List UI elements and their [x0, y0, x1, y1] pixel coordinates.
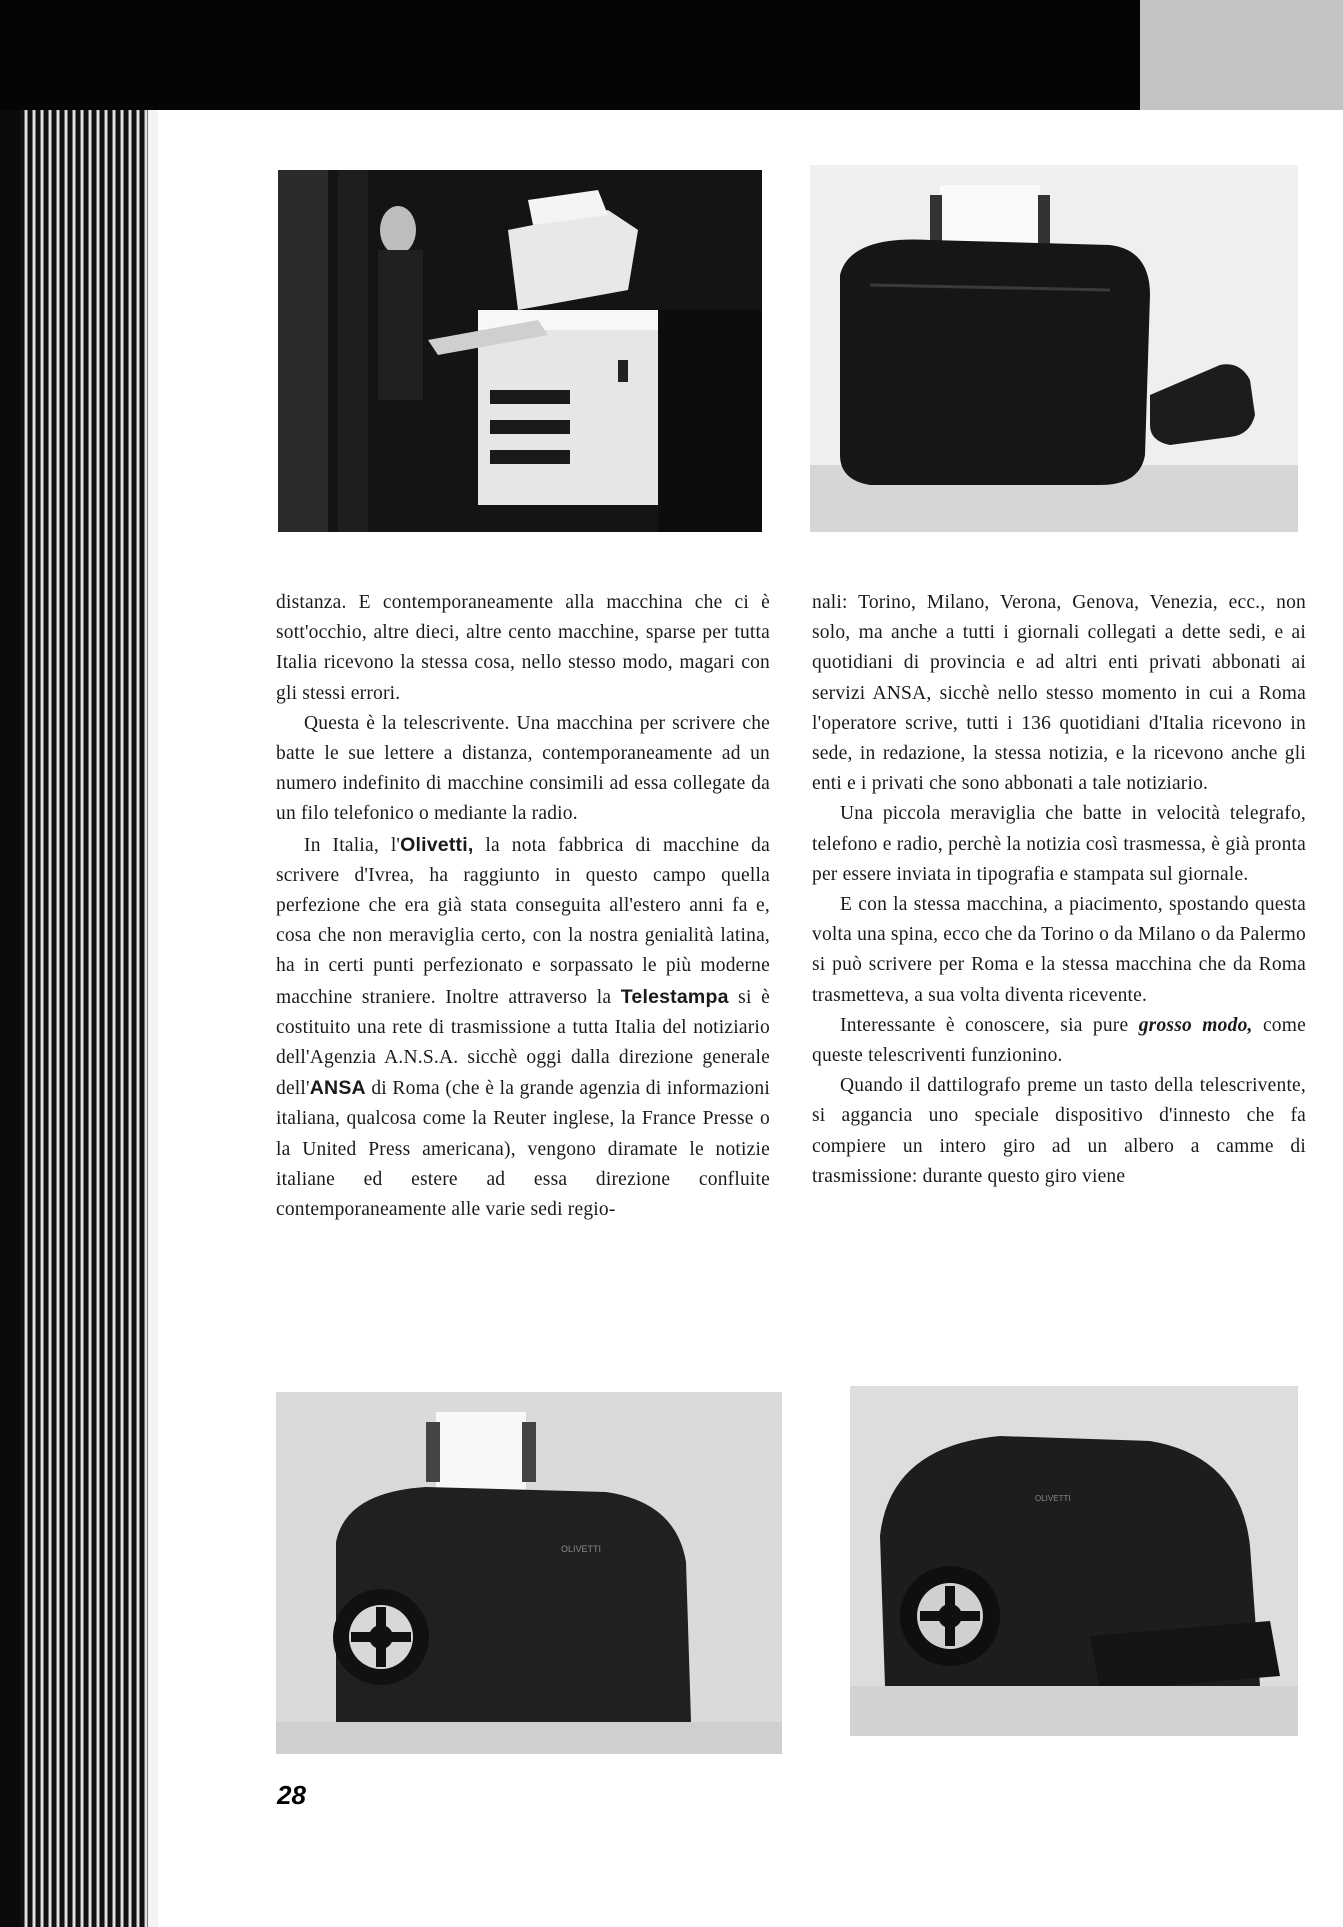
right-paragraph-1: nali: Torino, Milano, Verona, Genova, Venezia, ecc., non solo, ma anche a tutti i giornali collegati a dette sedi, e ai quotidiani di provincia e ad altri enti privati abbonati ai servizi ANSA, sicchè nello stesso momento in cui a Roma l'operatore scrive, tutti i 136 quotidiani d'Italia ricevono in sede, in redazione, la stessa notizia, e la ricevono anche gli enti e i privati che sono abbonati a tale notiziario.	[812, 592, 1306, 795]
page-margin-edge	[148, 110, 158, 1927]
page-number: 28	[277, 1780, 306, 1810]
telestampa-bold-term: Telestampa	[620, 985, 729, 1008]
photo-teletype-cabinet	[278, 170, 762, 532]
text-run: come queste telescriventi funzionino.	[812, 1014, 1306, 1067]
brand-label: OLIVETTI	[561, 1544, 602, 1554]
teletype-cabinet-illustration	[278, 170, 762, 532]
photo-olivetti-front	[850, 1386, 1298, 1736]
left-paragraph-1: distanza. E contemporaneamente alla macchina che ci è sott'occhio, altre dieci, altre cento macchine, sparse per tutta Italia ricevono la stessa cosa, nello stesso modo, magari con gli stessi errori.	[276, 592, 770, 704]
text-run: si è costituito una rete di trasmissione a tutta Italia del notiziario dell'Agenzia A.N.S.A. sicchè oggi dalla direzione generale dell'	[276, 986, 770, 1100]
ansa-bold-term: ANSA	[309, 1077, 366, 1100]
olivetti-side-illustration	[276, 1392, 782, 1754]
photo-olivetti-side	[276, 1392, 782, 1754]
top-right-gray-area	[1140, 0, 1343, 110]
page-edges	[20, 110, 148, 1927]
left-paragraph-2: Questa è la telescrivente. Una macchina per scrivere che batte le sue lettere a distanza, contemporaneamente ad un numero indefinito di macchine consimili ad essa collegate da un filo telefonico o mediante la radio.	[276, 712, 770, 825]
brand-label: OLIVETTI	[1035, 1494, 1071, 1503]
text-run: la nota fabbrica di macchine da scrivere d'Ivrea, ha raggiunto in questo campo quella perfezione che era già stata conseguita all'estero anni fa e, cosa che non meraviglia certo, con la nostra genialità latina, ha in certi punti perfezionato e sorpassato le più moderne macchine straniere. Inoltre attraverso la	[276, 834, 770, 1008]
text-run: Interessante è conoscere, sia pure	[840, 1014, 1139, 1036]
text-run: In Italia, l'	[304, 834, 401, 856]
left-text-column	[276, 588, 770, 1225]
right-text-column	[812, 588, 1306, 1192]
text-run: di Roma (che è la grande agenzia di informazioni italiana, qualcosa come la Reuter inglese, la France Presse o la United Press americana), vengono diramate le notizie italiane ed estere ad essa direzione confluite contemporaneamente alle varie sedi regio-	[276, 1078, 770, 1221]
right-paragraph-2: Una piccola meraviglia che batte in velocità telegrafo, telefono e radio, perchè la notizia così trasmessa, è già pronta per essere inviata in tipografia e stampata sul giornale.	[812, 803, 1306, 885]
right-paragraph-5: Quando il dattilografo preme un tasto della telescrivente, si aggancia uno speciale dispositivo d'innesto che fa compiere un intero giro ad un albero a camme di trasmissione: durante questo giro viene	[812, 1075, 1306, 1187]
right-paragraph-3: E con la stessa macchina, a piacimento, spostando questa volta una spina, ecco che da Torino o da Milano o da Palermo si può scrivere per Roma e la stessa macchina che da Roma trasmetteva, a sua volta diventa ricevente.	[812, 894, 1306, 1006]
olivetti-front-illustration	[850, 1386, 1298, 1736]
left-paragraph-3	[276, 830, 770, 1226]
teleprinter-keyboard-illustration	[810, 165, 1298, 532]
grosso-modo-italic: grosso modo,	[1138, 1014, 1253, 1036]
olivetti-bold-term: Olivetti,	[400, 833, 474, 856]
right-paragraph-4	[812, 1011, 1306, 1071]
photo-teleprinter-keyboard	[810, 165, 1298, 532]
